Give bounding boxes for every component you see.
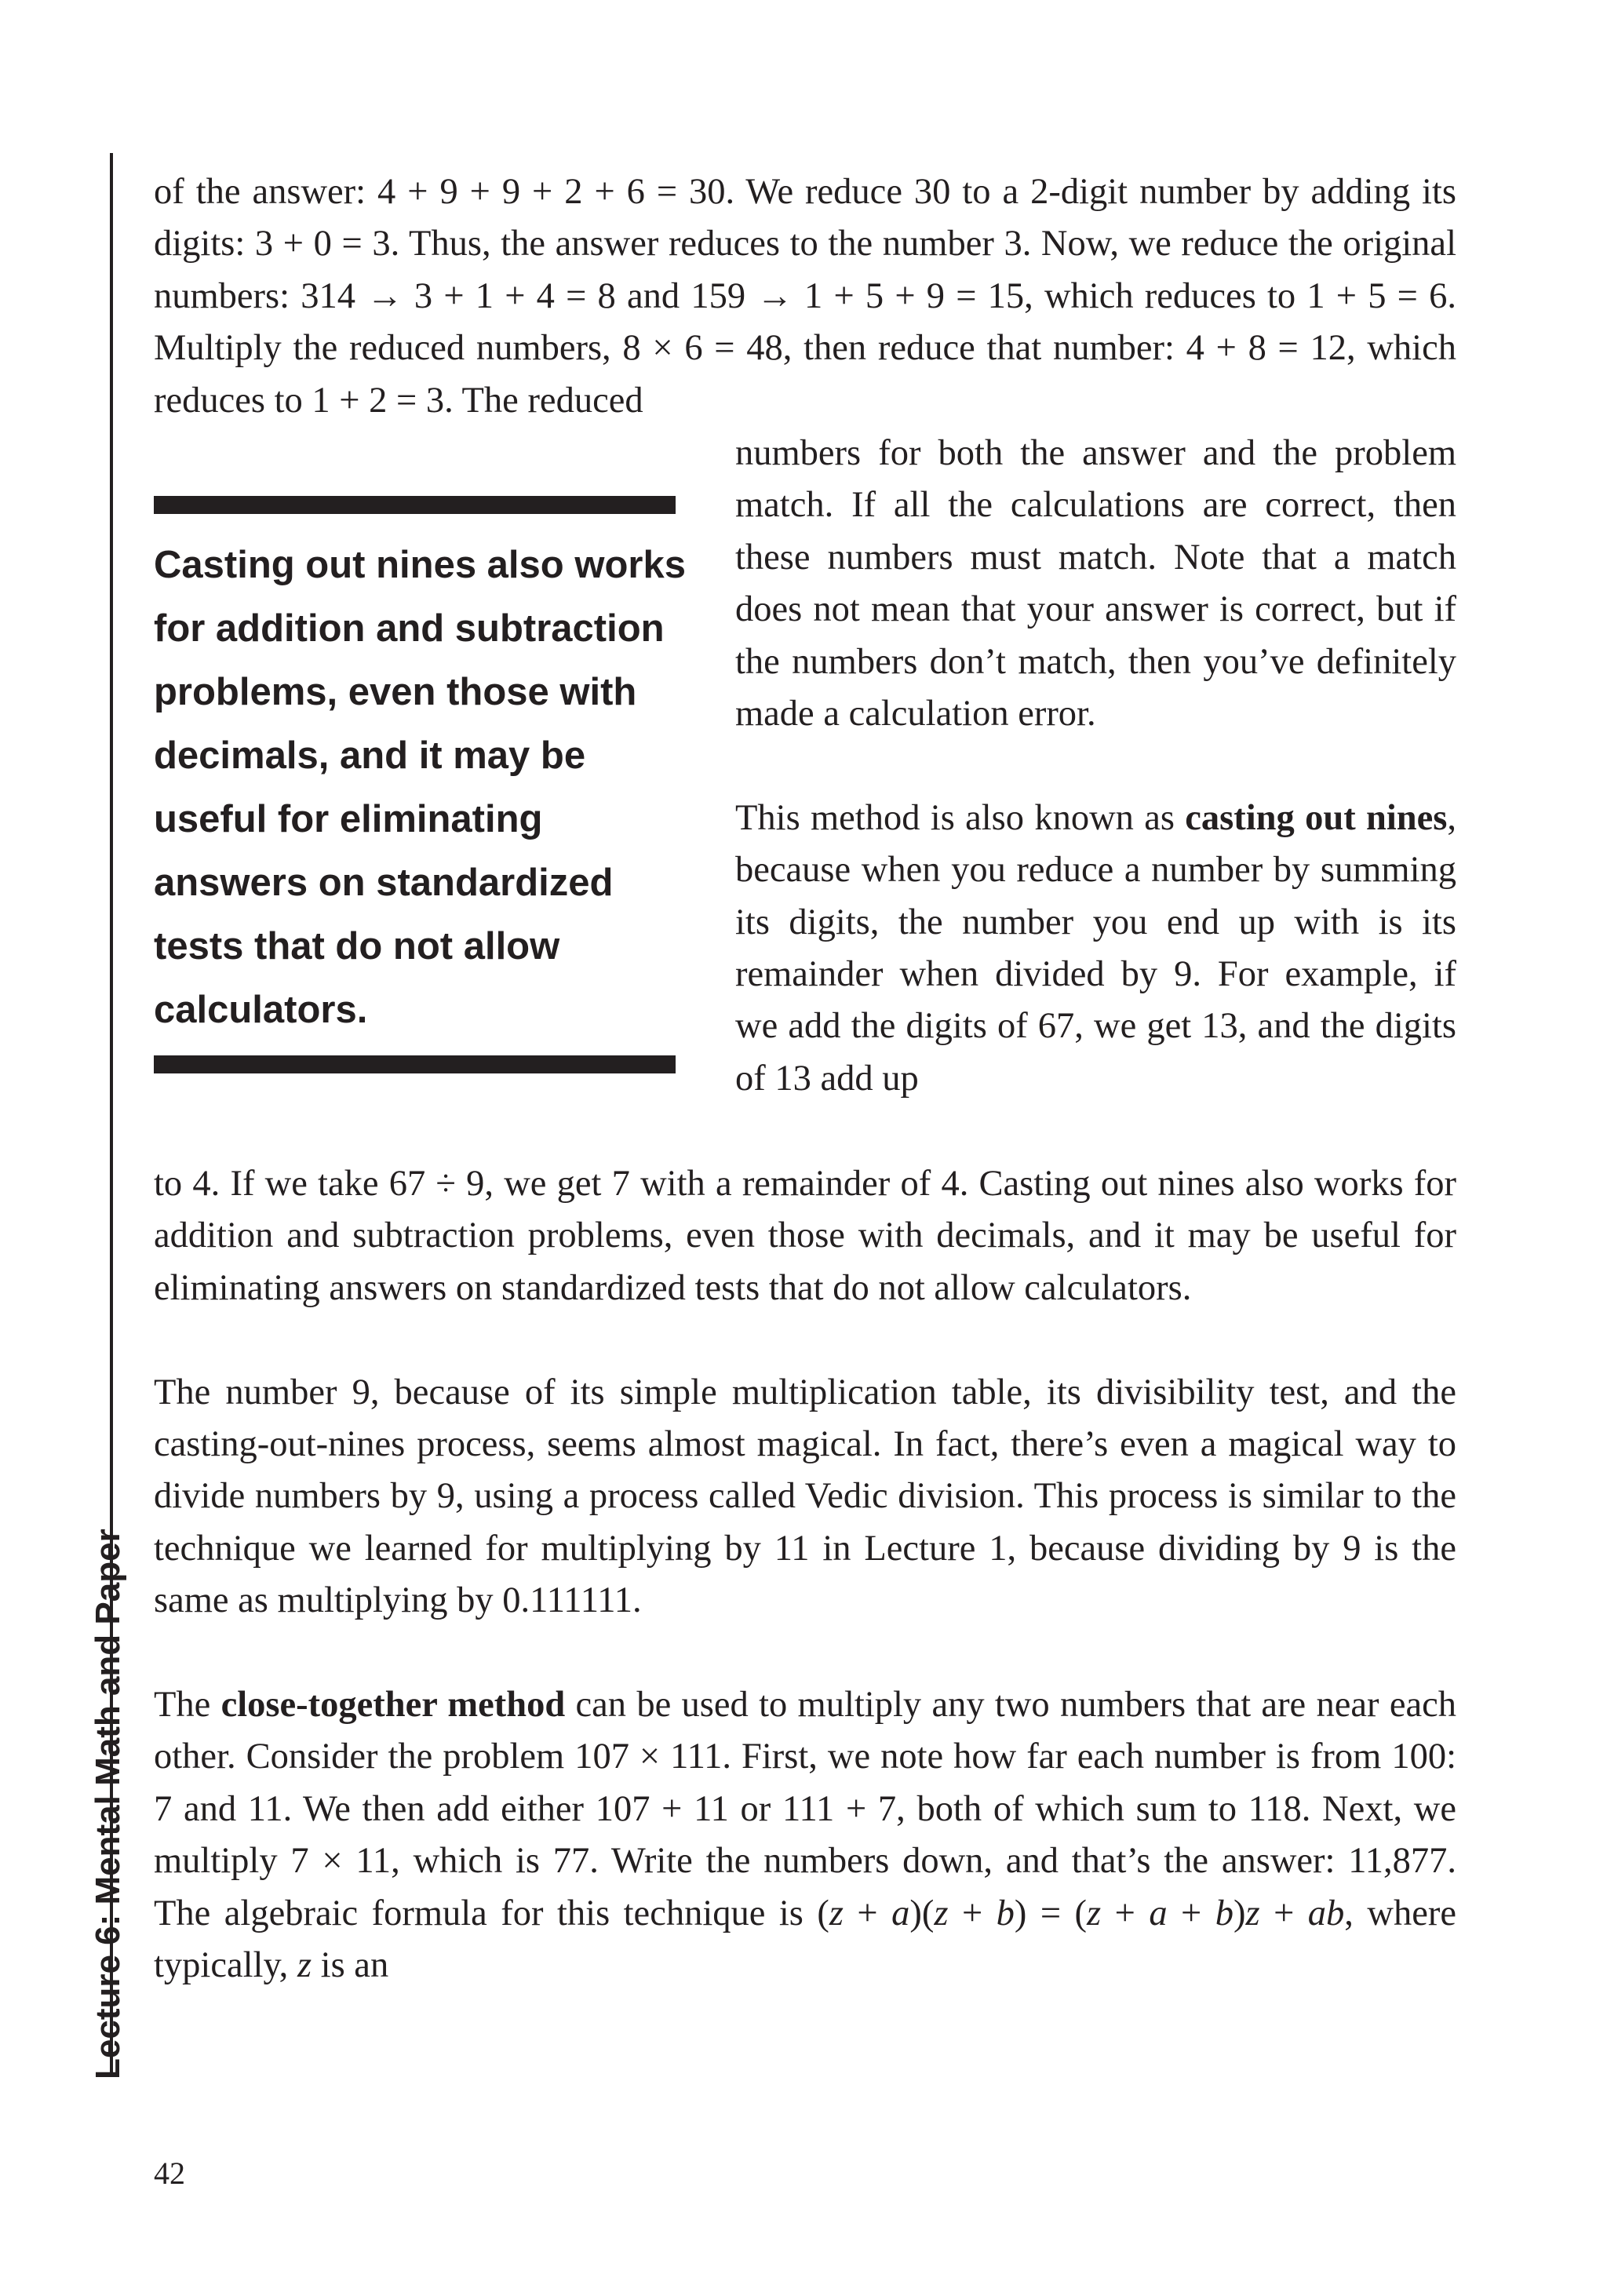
text-run: ) = (	[1014, 1893, 1088, 1933]
casting-intro-text: This method is also known as	[735, 797, 1175, 838]
page-number: 42	[154, 2156, 185, 2191]
body-bottom	[154, 1158, 1456, 1992]
var-z: z	[934, 1893, 949, 1933]
body-paragraph-close-together	[154, 1679, 1456, 1992]
right-column-paragraph-2	[735, 793, 1456, 1105]
lecture-running-head: Lecture 6: Mental Math and Paper	[89, 1529, 127, 2079]
var-b: b	[996, 1893, 1015, 1933]
text-run: , where typically,	[154, 1893, 1456, 1986]
text-run: +	[1259, 1893, 1308, 1933]
text-run: +	[1167, 1893, 1215, 1933]
text-run: +	[948, 1893, 997, 1933]
casting-explanation-text: , because when you reduce a number by summing its digits, the number you end up with is its remainder when divided by 9. For example, if we add the digits of 67, we get 13, and the digits of 13 add up	[735, 797, 1456, 1099]
body-paragraph-vedic: The number 9, because of its simple multiplication table, its divisibility test, and the casting-out-nines process, seems almost magical. In fact, there’s even a magical way to divide numbers by 9, using a process called Vedic division. This process is similar to the technique we learned for multiplying by 11 in Lecture 1, because dividing by 9 is the same as multiplying by 0.111111.	[154, 1372, 1456, 1621]
var-a: a	[1149, 1893, 1168, 1933]
text-run: )	[1233, 1893, 1246, 1933]
var-ab: ab	[1307, 1893, 1345, 1933]
text-run: The	[154, 1685, 211, 1726]
var-z: z	[829, 1893, 844, 1933]
var-z: z	[1245, 1893, 1260, 1933]
var-b: b	[1215, 1893, 1233, 1933]
text-run: )(	[909, 1893, 935, 1933]
pull-quote: Casting out nines also works for addition and subtraction problems, even those with decimals, and it may be useful for eliminating answers on standardized tests that do not allow calculators.	[154, 544, 686, 1031]
text-run: +	[1101, 1893, 1150, 1933]
body-paragraph-top: of the answer: 4 + 9 + 9 + 2 + 6 = 30. We reduce 30 to a 2-digit number by adding its digits: 3 + 0 = 3. Thus, the answer reduces to the number 3. Now, we reduce the original numbers: 314 → 3 + 1 + 4 = 8 and 159 → 1 + 5 + 9 = 15, which reduces to 1 + 5 = 6. Multiply the reduced numbers, 8 × 6 = 48, then reduce that number: 4 + 8 = 12, which reduces to 1 + 2 = 3. The reduced	[154, 172, 1456, 421]
right-column	[735, 428, 1456, 1105]
right-column-paragraph-1: numbers for both the answer and the problem match. If all the calculations are correct, then these numbers must match. Note that a match does not mean that your answer is correct, but if the numbers don’t match, then you’ve definitely made a calculation error.	[735, 433, 1456, 734]
pull-quote-bottom-bar	[154, 1055, 676, 1073]
text-run: can be used to multiply any two numbers that are near each other. Consider the problem 107 × 111. First, we note how far each number is from 100: 7 and 11. We then add either 107 + 11 or 111 + 7, both of which sum to 118. Next, we multiply 7 × 11, which is 77. Write the numbers down, and that’s the answer: 11,877. The algebraic formula for this technique is (	[154, 1685, 1456, 1933]
body-paragraph-remainder: to 4. If we take 67 ÷ 9, we get 7 with a remainder of 4. Casting out nines also works for addition and subtraction problems, even those with decimals, and it may be useful for eliminating answers on standardized tests that do not allow calculators.	[154, 1164, 1456, 1308]
close-together-term: close-together method	[220, 1685, 566, 1726]
casting-out-nines-term: casting out nines	[1185, 797, 1448, 838]
var-z: z	[1087, 1893, 1102, 1933]
pull-quote-top-bar	[154, 496, 676, 514]
var-z: z	[297, 1945, 312, 1986]
text-run: +	[843, 1893, 892, 1933]
var-a: a	[891, 1893, 910, 1933]
text-run: is an	[312, 1945, 389, 1986]
